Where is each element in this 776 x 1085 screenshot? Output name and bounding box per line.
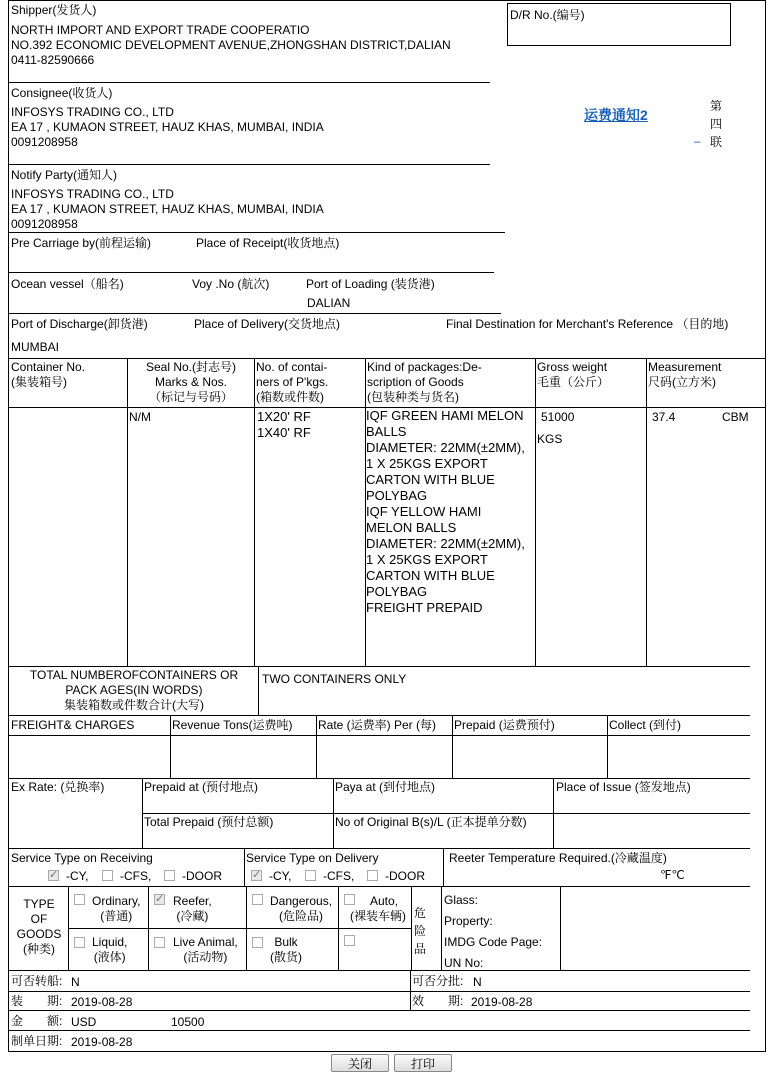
shipper-label: Shipper(发货人) [11, 3, 97, 17]
receiving-cfs-checkbox[interactable] [102, 870, 113, 881]
left-border [8, 0, 9, 1052]
close-button[interactable]: 关闭 [331, 1054, 389, 1072]
goods-live-animal-label: Live Animal, (活动物) [173, 935, 238, 964]
receiving-cfs-label: -CFS, [120, 869, 152, 883]
port-of-loading-label: Port of Loading (装货港) [306, 277, 435, 291]
partial-value: N [473, 975, 482, 989]
pre-carriage-label: Pre Carriage by(前程运输) [11, 236, 152, 250]
prepaid-header: Prepaid (运费预付) [454, 718, 555, 732]
reefer-temp-unit: ℉℃ [660, 868, 685, 882]
type-of-goods-label: TYPE OF GOODS (种类) [16, 897, 62, 956]
rate-header: Rate (运费率) Per (每) [318, 718, 437, 732]
no-of-containers-header: No. of contai- ners of P'kgs. (箱数或件数) [256, 360, 329, 404]
total-prepaid-label: Total Prepaid (预付总额) [144, 815, 274, 829]
place-of-receipt-label: Place of Receipt(收货地点) [196, 236, 340, 250]
goods-live-animal-checkbox[interactable] [154, 937, 165, 948]
notify-line-2: EA 17 , KUMAON STREET, HAUZ KHAS, MUMBAI, INDIA [11, 202, 324, 216]
goods-liquid-checkbox[interactable] [74, 937, 85, 948]
delivery-door-checkbox[interactable] [367, 870, 378, 881]
place-of-issue-label: Place of Issue (签发地点) [556, 780, 691, 794]
dangerous-info: Glass: Property: IMDG Code Page: UN No: [444, 893, 543, 970]
kind-of-packages-header: Kind of packages:De- scription of Goods (包装种类与货名) [367, 360, 482, 404]
notify-line-1: INFOSYS TRADING CO., LTD [11, 187, 174, 201]
prepaid-at-label: Prepaid at (预付地点) [144, 780, 259, 794]
transshipment-value: N [71, 975, 80, 989]
delivery-cy-label: -CY, [269, 869, 292, 883]
consignee-line-3: 0091208958 [11, 135, 78, 149]
transshipment-label: 可否转船: [11, 974, 63, 988]
dangerous-vertical-label: 危 险 品 [413, 906, 426, 956]
loading-date-value: 2019-08-28 [71, 995, 133, 1009]
receiving-door-checkbox[interactable] [164, 870, 175, 881]
goods-reefer-label: Reefer, (冷藏) [173, 894, 212, 923]
port-of-discharge-label: Port of Discharge(卸货港) [11, 317, 148, 331]
gross-weight-header: Gross weight 毛重（公斤） [537, 360, 610, 389]
validity-date-value: 2019-08-28 [471, 995, 533, 1009]
container-no-header: Container No. (集装箱号) [11, 360, 86, 389]
goods-dangerous-checkbox[interactable] [252, 894, 263, 905]
gross-weight-value: 51000 [541, 410, 575, 424]
goods-auto-label: Auto, (裸装车辆) [350, 894, 406, 923]
service-delivery-label: Service Type on Delivery [246, 851, 379, 865]
notify-label: Notify Party(通知人) [11, 168, 118, 182]
place-of-delivery-label: Place of Delivery(交货地点) [194, 317, 341, 331]
receiving-cy-checkbox[interactable] [48, 870, 59, 881]
collect-header: Collect (到付) [609, 718, 682, 732]
ex-rate-label: Ex Rate: (兑换率) [11, 780, 105, 794]
voy-no-label: Voy .No (航次) [192, 277, 270, 291]
consignee-line-1: INFOSYS TRADING CO., LTD [11, 105, 174, 119]
measurement-header: Measurement 尺码(立方米) [648, 360, 722, 389]
final-destination-label: Final Destination for Merchant's Reference （目的地) [446, 317, 729, 331]
issue-date-label: 制单日期: [11, 1034, 63, 1048]
packages-value: 1X20' RF 1X40' RF [257, 409, 311, 440]
freight-notice-link[interactable]: 运费通知2 [584, 107, 648, 123]
dr-no-label: D/R No.(编号) [510, 8, 585, 22]
consignee-label: Consignee(收货人) [11, 86, 113, 100]
goods-bulk-checkbox[interactable] [252, 937, 263, 948]
goods-bulk-label: Bulk (散货) [270, 935, 302, 964]
freight-header: FREIGHT& CHARGES [11, 718, 135, 732]
notify-line-3: 0091208958 [11, 217, 78, 231]
print-button[interactable]: 打印 [394, 1054, 452, 1072]
goods-description: IQF GREEN HAMI MELON BALLS DIAMETER: 22MM(±2MM), 1 X 25KGS EXPORT CARTON WITH BLUE POLYBAG IQF YELLOW HAMI MELON BALLS DIAMETER: 22MM(±2MM), 1 X 25KGS EXPORT CARTON WITH BLUE POLYBAG FREIGHT PREPAID [366, 408, 525, 615]
gross-weight-unit: KGS [537, 432, 563, 446]
total-label: TOTAL NUMBEROFCONTAINERS OR PACK AGES(IN WORDS) 集装箱数或件数合计(大写) [29, 668, 239, 712]
consignee-line-2: EA 17 , KUMAON STREET, HAUZ KHAS, MUMBAI, INDIA [11, 120, 324, 134]
copy-mark-dash: – [694, 134, 701, 148]
right-border [765, 0, 766, 1052]
issue-date-value: 2019-08-28 [71, 1035, 133, 1049]
amount-currency: USD [71, 1015, 97, 1029]
ocean-vessel-label: Ocean vessel（船名) [11, 277, 124, 291]
receiving-door-label: -DOOR [182, 869, 222, 883]
shipper-line-2: NO.392 ECONOMIC DEVELOPMENT AVENUE,ZHONGSHAN DISTRICT,DALIAN [11, 38, 451, 52]
measurement-unit: CBM [722, 410, 749, 424]
payable-at-label: Paya at (到付地点) [335, 780, 436, 794]
seal-no-header: Seal No.(封志号) Marks & Nos. （标记与号码） [145, 360, 237, 404]
delivery-door-label: -DOOR [385, 869, 425, 883]
delivery-cy-checkbox[interactable] [251, 870, 262, 881]
marks-value: N/M [129, 410, 151, 424]
delivery-cfs-label: -CFS, [323, 869, 355, 883]
service-receiving-label: Service Type on Receiving [11, 851, 153, 865]
measurement-value: 37.4 [652, 410, 676, 424]
amount-label: 金 额: [11, 1014, 63, 1028]
goods-dangerous-label: Dangerous, (危险品) [270, 894, 333, 923]
goods-ordinary-label: Ordinary, (普通) [92, 894, 141, 923]
receiving-cy-label: -CY, [66, 869, 89, 883]
shipper-line-3: 0411-82590666 [11, 53, 95, 67]
shipper-line-1: NORTH IMPORT AND EXPORT TRADE COOPERATIO [11, 23, 310, 37]
reefer-temp-label: Reeter Temperature Required.(冷藏温度) [449, 851, 667, 865]
total-value: TWO CONTAINERS ONLY [262, 672, 407, 686]
port-of-loading-value: DALIAN [307, 296, 351, 310]
revenue-tons-header: Revenue Tons(运费吨) [172, 718, 293, 732]
goods-reefer-checkbox[interactable] [154, 894, 165, 905]
dr-no-box [507, 3, 731, 46]
validity-date-label: 效 期: [412, 994, 464, 1008]
port-of-discharge-value: MUMBAI [11, 340, 59, 354]
partial-label: 可否分批: [412, 974, 464, 988]
goods-ordinary-checkbox[interactable] [74, 894, 85, 905]
top-border [8, 0, 766, 1]
goods-other-checkbox[interactable] [344, 935, 355, 946]
goods-liquid-label: Liquid, (液体) [92, 935, 128, 964]
loading-date-label: 装 期: [11, 994, 63, 1008]
amount-value: 10500 [171, 1015, 205, 1029]
copy-mark: 第 四 联 [709, 99, 722, 149]
delivery-cfs-checkbox[interactable] [305, 870, 316, 881]
no-of-original-label: No of Original B(s)/L (正本提单分数) [335, 815, 527, 829]
